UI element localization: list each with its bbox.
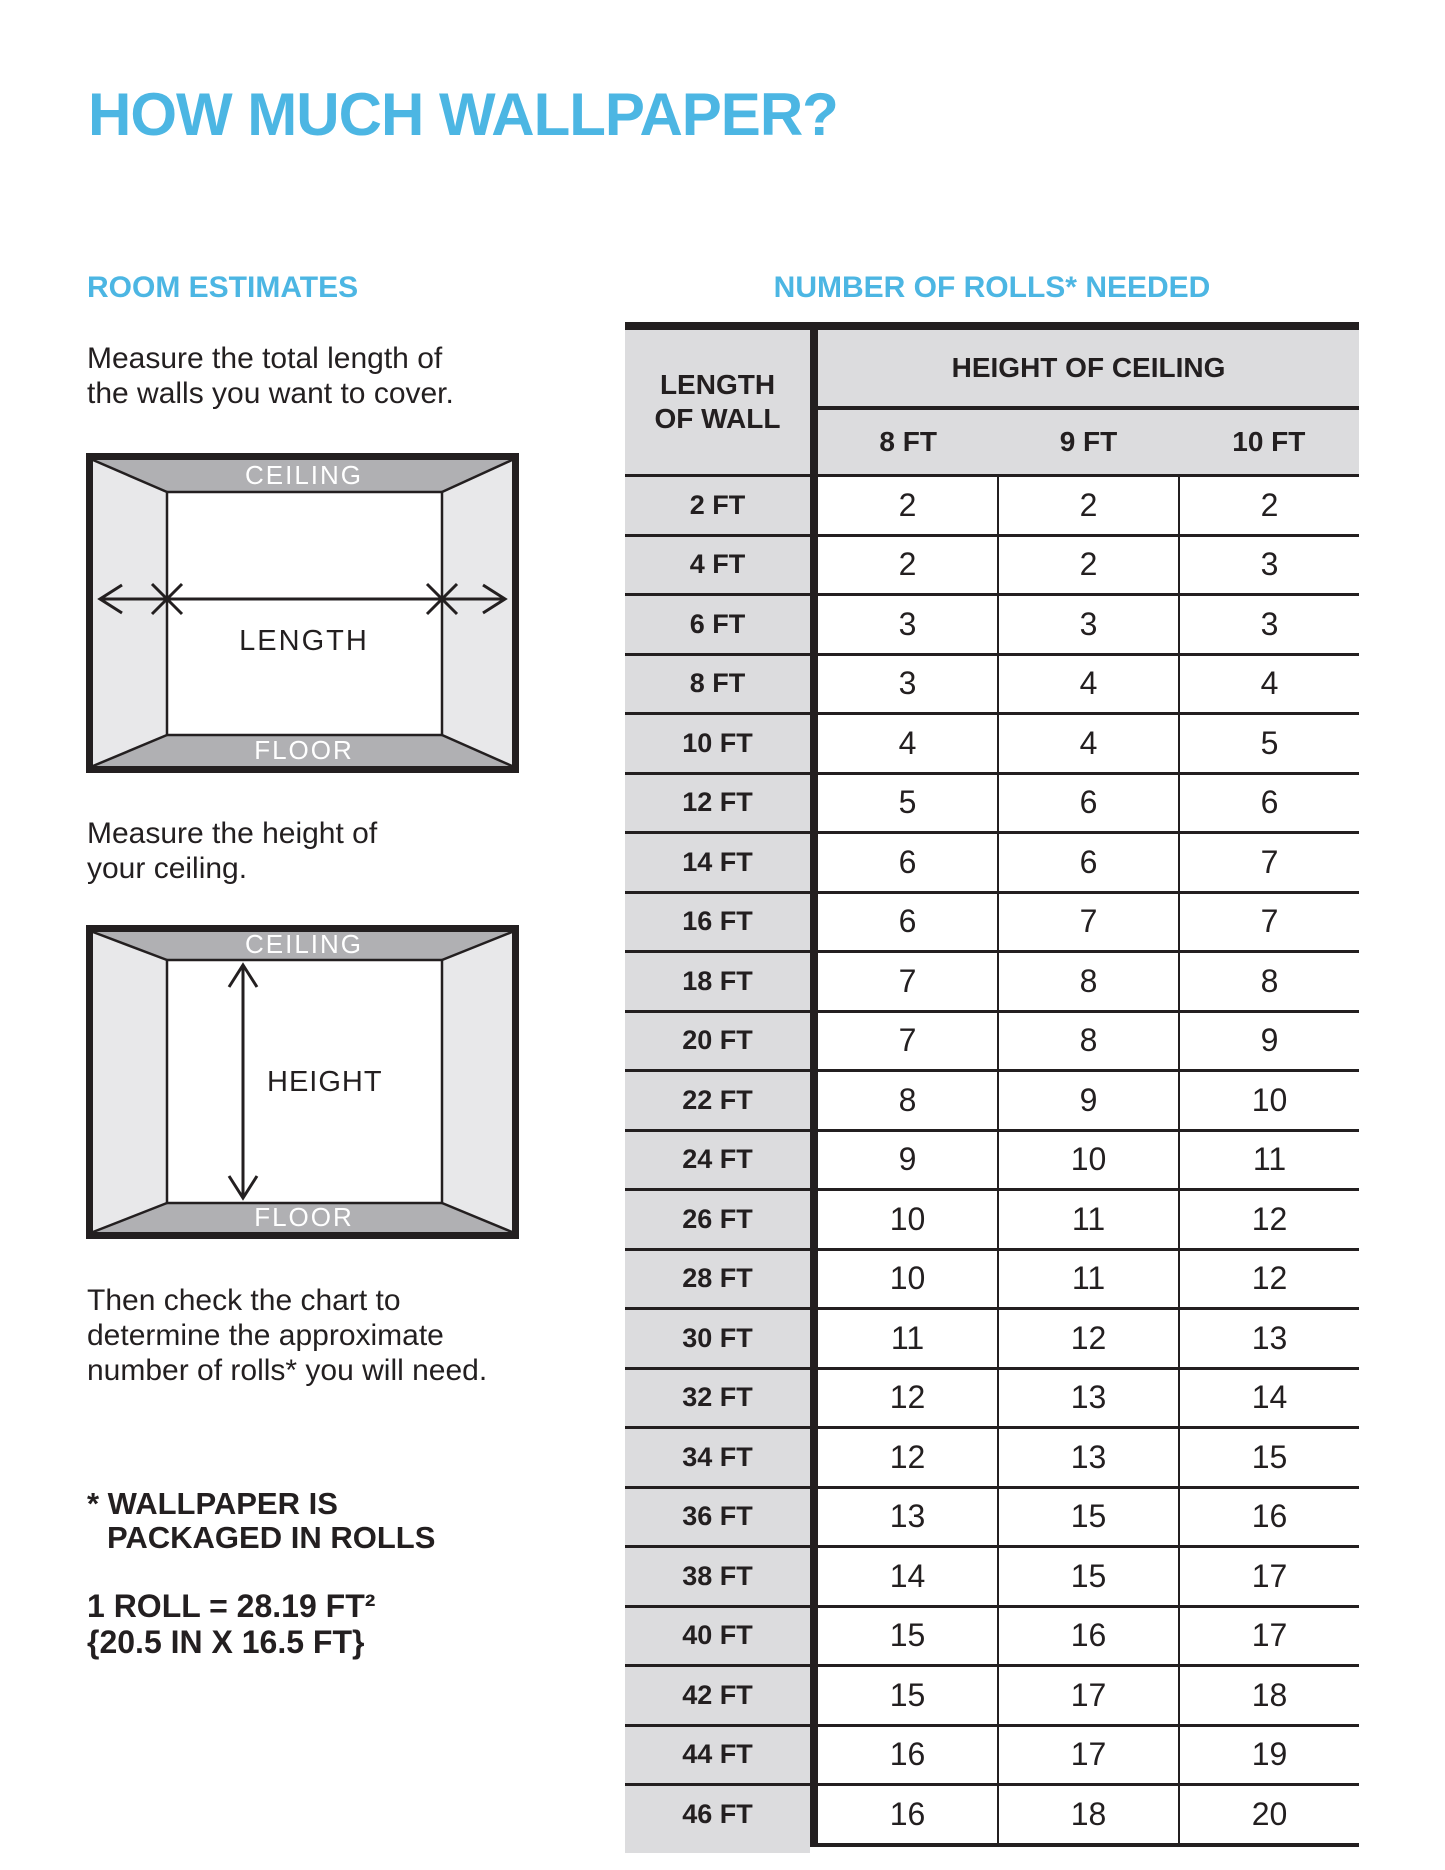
measure-height-paragraph [87, 816, 377, 886]
paragraph-line: your ceiling. [87, 852, 248, 885]
rolls-needed-heading: NUMBER OF ROLLS* NEEDED [773, 271, 1211, 304]
table-cell: 16 [818, 1786, 997, 1843]
table-cell: 13 [997, 1429, 1178, 1486]
row-header: 10 FT [625, 715, 810, 772]
table-divider [810, 1191, 818, 1248]
table-cell: 6 [818, 894, 997, 951]
table-rows [625, 474, 1359, 1843]
table-cell: 17 [997, 1727, 1178, 1784]
table-row [625, 477, 1359, 534]
table-row [625, 1545, 1359, 1605]
column-header-8ft: 8 FT [879, 426, 937, 457]
table-divider [810, 1072, 818, 1129]
roll-spec-line: {20.5 IN X 16.5 FT} [87, 1624, 365, 1660]
table-divider [810, 330, 818, 474]
table-cell: 12 [1178, 1251, 1359, 1308]
paragraph-line: the walls you want to cover. [87, 377, 454, 410]
table-row [625, 891, 1359, 951]
table-cell: 15 [818, 1667, 997, 1724]
table-row [625, 1426, 1359, 1486]
table-row [625, 831, 1359, 891]
table-row [625, 1367, 1359, 1427]
table-cell: 6 [997, 834, 1178, 891]
paragraph-line: number of rolls* you will need. [87, 1354, 488, 1387]
row-header: 16 FT [625, 894, 810, 951]
table-divider [810, 1370, 818, 1427]
row-header: 20 FT [625, 1013, 810, 1070]
table-cell: 6 [997, 775, 1178, 832]
row-header: 30 FT [625, 1310, 810, 1367]
table-divider [810, 1489, 818, 1546]
table-cell: 16 [818, 1727, 997, 1784]
table-cell: 14 [818, 1548, 997, 1605]
table-cell: 6 [1178, 775, 1359, 832]
table-cell: 15 [997, 1548, 1178, 1605]
row-header: 42 FT [625, 1667, 810, 1724]
table-row [625, 1129, 1359, 1189]
rolls-table [625, 322, 1359, 1853]
column-header-9ft: 9 FT [1059, 426, 1118, 457]
table-cell: 12 [818, 1370, 997, 1427]
table-cell: 4 [997, 656, 1178, 713]
table-divider [810, 1251, 818, 1308]
table-row [625, 1069, 1359, 1129]
row-header: 26 FT [625, 1191, 810, 1248]
paragraph-line: determine the approximate [87, 1319, 444, 1352]
height-label: HEIGHT [267, 1066, 383, 1098]
table-cell: 16 [997, 1608, 1178, 1665]
footnote-line: * WALLPAPER IS [87, 1486, 338, 1521]
table-cell: 15 [997, 1489, 1178, 1546]
table-cell: 8 [818, 1072, 997, 1129]
right-wall-surface [442, 932, 512, 1232]
table-row [625, 1605, 1359, 1665]
table-cell: 4 [818, 715, 997, 772]
table-divider [810, 1429, 818, 1486]
table-cell: 9 [997, 1072, 1178, 1129]
table-cell: 2 [997, 477, 1178, 534]
table-cell: 7 [997, 894, 1178, 951]
table-cell: 10 [997, 1132, 1178, 1189]
row-header: 18 FT [625, 953, 810, 1010]
roll-size-spec [87, 1588, 375, 1660]
row-header: 44 FT [625, 1727, 810, 1784]
table-cell: 17 [997, 1667, 1178, 1724]
table-cell: 17 [1178, 1608, 1359, 1665]
row-header: 12 FT [625, 775, 810, 832]
table-row [625, 593, 1359, 653]
table-divider [810, 537, 818, 594]
row-header: 34 FT [625, 1429, 810, 1486]
table-cell: 3 [818, 656, 997, 713]
table-divider [810, 775, 818, 832]
table-row [625, 1248, 1359, 1308]
table-divider [810, 953, 818, 1010]
table-row [625, 1307, 1359, 1367]
table-row [625, 1188, 1359, 1248]
back-wall [167, 492, 442, 735]
table-cell: 20 [1178, 1786, 1359, 1843]
table-cell: 4 [1178, 656, 1359, 713]
table-cell: 5 [818, 775, 997, 832]
table-cell: 18 [997, 1786, 1178, 1843]
table-cell: 11 [818, 1310, 997, 1367]
measure-length-paragraph [87, 341, 454, 411]
table-cell: 19 [1178, 1727, 1359, 1784]
table-divider [810, 1667, 818, 1724]
ceiling-header-group [818, 330, 1359, 474]
table-divider [810, 834, 818, 891]
check-chart-paragraph [87, 1283, 487, 1388]
table-row [625, 1664, 1359, 1724]
table-cell: 2 [818, 537, 997, 594]
table-row [625, 653, 1359, 713]
row-header: 4 FT [625, 537, 810, 594]
room-estimates-heading: ROOM ESTIMATES [87, 271, 359, 304]
table-cell: 10 [818, 1251, 997, 1308]
table-row [625, 1724, 1359, 1784]
ceiling-label: CEILING [244, 929, 364, 959]
row-header: 14 FT [625, 834, 810, 891]
header-line: OF WALL [654, 403, 781, 434]
table-cell: 11 [997, 1251, 1178, 1308]
left-wall-surface [93, 460, 167, 766]
table-divider [810, 1843, 818, 1847]
table-cell: 7 [818, 1013, 997, 1070]
row-header: 40 FT [625, 1608, 810, 1665]
gray-column-tail [625, 1843, 810, 1853]
table-cell: 6 [818, 834, 997, 891]
table-cell: 8 [997, 953, 1178, 1010]
table-cell: 7 [818, 953, 997, 1010]
table-divider [810, 894, 818, 951]
column-headers-row [818, 410, 1359, 474]
table-cell: 17 [1178, 1548, 1359, 1605]
table-row [625, 534, 1359, 594]
table-cell: 16 [1178, 1489, 1359, 1546]
table-cell: 13 [818, 1489, 997, 1546]
table-cell: 10 [818, 1191, 997, 1248]
row-header: 6 FT [625, 596, 810, 653]
roll-spec-line: 1 ROLL = 28.19 FT² [87, 1588, 376, 1624]
row-header: 38 FT [625, 1548, 810, 1605]
page-title: HOW MUCH WALLPAPER? [88, 81, 838, 148]
table-cell: 3 [1178, 537, 1359, 594]
header-line: LENGTH [659, 369, 776, 400]
table-divider [810, 1608, 818, 1665]
table-cell: 2 [818, 477, 997, 534]
table-cell: 14 [1178, 1370, 1359, 1427]
table-cell: 5 [1178, 715, 1359, 772]
table-row [625, 772, 1359, 832]
table-cell: 9 [1178, 1013, 1359, 1070]
paragraph-line: Measure the height of [87, 817, 378, 850]
table-divider [810, 477, 818, 534]
row-header: 8 FT [625, 656, 810, 713]
table-footer [625, 1843, 1359, 1853]
table-divider [810, 715, 818, 772]
table-cell: 3 [997, 596, 1178, 653]
table-row [625, 1783, 1359, 1843]
paragraph-line: Then check the chart to [87, 1284, 401, 1317]
room-height-diagram [86, 925, 519, 1239]
right-wall-surface [442, 460, 512, 766]
paragraph-line: Measure the total length of [87, 342, 443, 375]
table-cell: 13 [997, 1370, 1178, 1427]
table-cell: 3 [1178, 596, 1359, 653]
table-divider [810, 1310, 818, 1367]
table-cell: 9 [818, 1132, 997, 1189]
table-cell: 12 [1178, 1191, 1359, 1248]
table-cell: 11 [1178, 1132, 1359, 1189]
length-label: LENGTH [239, 625, 369, 657]
footnote-line: PACKAGED IN ROLLS [107, 1520, 436, 1555]
table-cell: 8 [997, 1013, 1178, 1070]
table-cell: 3 [818, 596, 997, 653]
table-row [625, 1010, 1359, 1070]
table-cell: 7 [1178, 894, 1359, 951]
row-header: 2 FT [625, 477, 810, 534]
column-header-10ft: 10 FT [1232, 426, 1306, 457]
row-header: 28 FT [625, 1251, 810, 1308]
table-cell: 7 [1178, 834, 1359, 891]
table-divider [810, 1548, 818, 1605]
room-length-diagram [86, 453, 519, 773]
table-row [625, 950, 1359, 1010]
table-cell: 18 [1178, 1667, 1359, 1724]
table-bottom-border [818, 1843, 1359, 1847]
length-of-wall-header [625, 330, 810, 474]
table-divider [810, 1132, 818, 1189]
table-cell: 2 [1178, 477, 1359, 534]
table-divider [810, 1786, 818, 1843]
table-cell: 15 [1178, 1429, 1359, 1486]
ceiling-label: CEILING [244, 460, 364, 490]
table-cell: 8 [1178, 953, 1359, 1010]
table-cell: 12 [997, 1310, 1178, 1367]
table-cell: 11 [997, 1191, 1178, 1248]
table-cell: 15 [818, 1608, 997, 1665]
table-row [625, 1486, 1359, 1546]
left-wall-surface [93, 932, 167, 1232]
table-cell: 4 [997, 715, 1178, 772]
table-cell: 2 [997, 537, 1178, 594]
rolls-footnote [87, 1487, 435, 1555]
floor-label: FLOOR [254, 735, 354, 765]
table-cell: 13 [1178, 1310, 1359, 1367]
row-header: 46 FT [625, 1786, 810, 1843]
table-cell: 10 [1178, 1072, 1359, 1129]
table-row [625, 712, 1359, 772]
row-header: 36 FT [625, 1489, 810, 1546]
row-header: 24 FT [625, 1132, 810, 1189]
table-divider [810, 1013, 818, 1070]
table-header [625, 330, 1359, 474]
row-header: 22 FT [625, 1072, 810, 1129]
height-of-ceiling-header: HEIGHT OF CEILING [818, 330, 1359, 406]
floor-label: FLOOR [254, 1202, 354, 1232]
table-cell: 12 [818, 1429, 997, 1486]
table-top-border [625, 322, 1359, 330]
table-divider [810, 596, 818, 653]
table-divider [810, 656, 818, 713]
row-header: 32 FT [625, 1370, 810, 1427]
table-divider [810, 1727, 818, 1784]
